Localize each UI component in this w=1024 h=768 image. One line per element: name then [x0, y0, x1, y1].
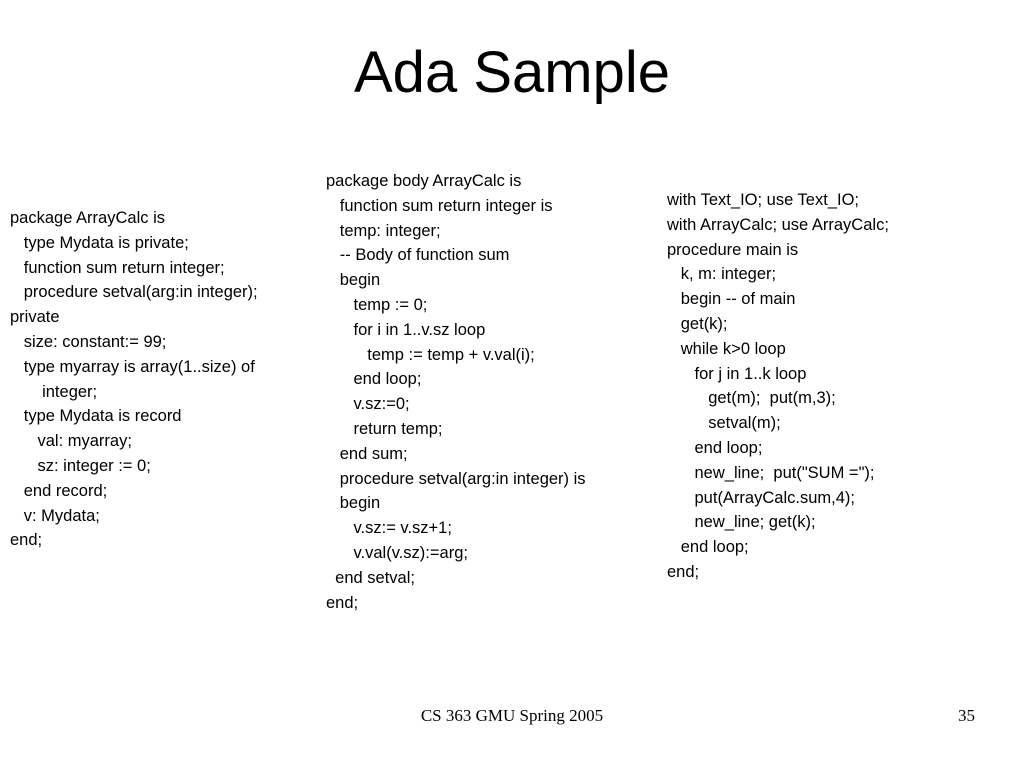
code-line-body: v.sz:=0; — [326, 395, 410, 414]
code-column-main-procedure — [667, 188, 889, 585]
slide-page-number: 35 — [958, 706, 975, 725]
code-line-body: temp := temp + v.val(i); — [326, 345, 535, 364]
code-line-main: get(k); — [667, 314, 728, 333]
code-line-main: end loop; — [667, 538, 749, 557]
code-line-body: end; — [326, 593, 359, 612]
code-line-main: setval(m); — [667, 414, 781, 433]
code-column-package-body — [326, 169, 586, 615]
code-line-body: return temp; — [326, 419, 443, 438]
code-line-spec: type Mydata is record — [10, 407, 182, 426]
code-line-main: put(ArrayCalc.sum,4); — [667, 488, 855, 507]
code-line-spec: size: constant:= 99; — [10, 332, 167, 351]
code-line-body: temp := 0; — [326, 295, 428, 314]
code-line-spec: private — [10, 308, 60, 327]
code-line-main: new_line; put("SUM ="); — [667, 463, 875, 482]
code-line-main: end loop; — [667, 438, 763, 457]
code-line-main: k, m: integer; — [667, 265, 777, 284]
code-line-main: get(m); put(m,3); — [667, 389, 836, 408]
code-line-spec: val: myarray; — [10, 432, 132, 451]
code-column-package-spec — [10, 206, 258, 553]
code-line-spec: package ArrayCalc is — [10, 209, 165, 227]
code-line-spec: sz: integer := 0; — [10, 456, 151, 475]
code-line-main: procedure main is — [667, 240, 799, 259]
slide-title: Ada Sample — [354, 40, 670, 105]
code-line-spec: type Mydata is private; — [10, 233, 189, 252]
code-line-main: with ArrayCalc; use ArrayCalc; — [667, 215, 889, 234]
code-line-main: with Text_IO; use Text_IO; — [667, 191, 859, 209]
code-line-body: end sum; — [326, 444, 408, 463]
code-line-body: for i in 1..v.sz loop — [326, 320, 486, 339]
code-line-spec: v: Mydata; — [10, 506, 100, 525]
code-line-main: begin -- of main — [667, 290, 796, 309]
code-line-spec: procedure setval(arg:in integer); — [10, 283, 258, 302]
code-line-body: procedure setval(arg:in integer) is — [326, 469, 586, 488]
code-line-main: while k>0 loop — [667, 339, 786, 358]
code-line-main: end; — [667, 562, 700, 581]
code-line-spec: function sum return integer; — [10, 258, 225, 277]
code-line-spec: integer; — [10, 382, 98, 401]
footer-course-text: CS 363 GMU Spring 2005 — [420, 706, 604, 725]
code-line-main: new_line; get(k); — [667, 513, 816, 532]
code-line-body: end loop; — [326, 370, 422, 389]
code-line-spec: end record; — [10, 481, 108, 500]
code-line-body: package body ArrayCalc is — [326, 172, 522, 190]
code-line-body: end setval; — [326, 568, 415, 587]
code-line-body: temp: integer; — [326, 221, 441, 240]
code-line-spec: type myarray is array(1..size) of — [10, 357, 255, 376]
code-line-body: begin — [326, 271, 381, 290]
code-line-body: v.sz:= v.sz+1; — [326, 519, 452, 538]
code-line-body: -- Body of function sum — [326, 246, 510, 265]
code-line-body: begin — [326, 494, 381, 513]
code-line-body: function sum return integer is — [326, 196, 553, 215]
code-line-spec: end; — [10, 531, 43, 550]
code-line-main: for j in 1..k loop — [667, 364, 807, 383]
code-line-body: v.val(v.sz):=arg; — [326, 543, 468, 562]
